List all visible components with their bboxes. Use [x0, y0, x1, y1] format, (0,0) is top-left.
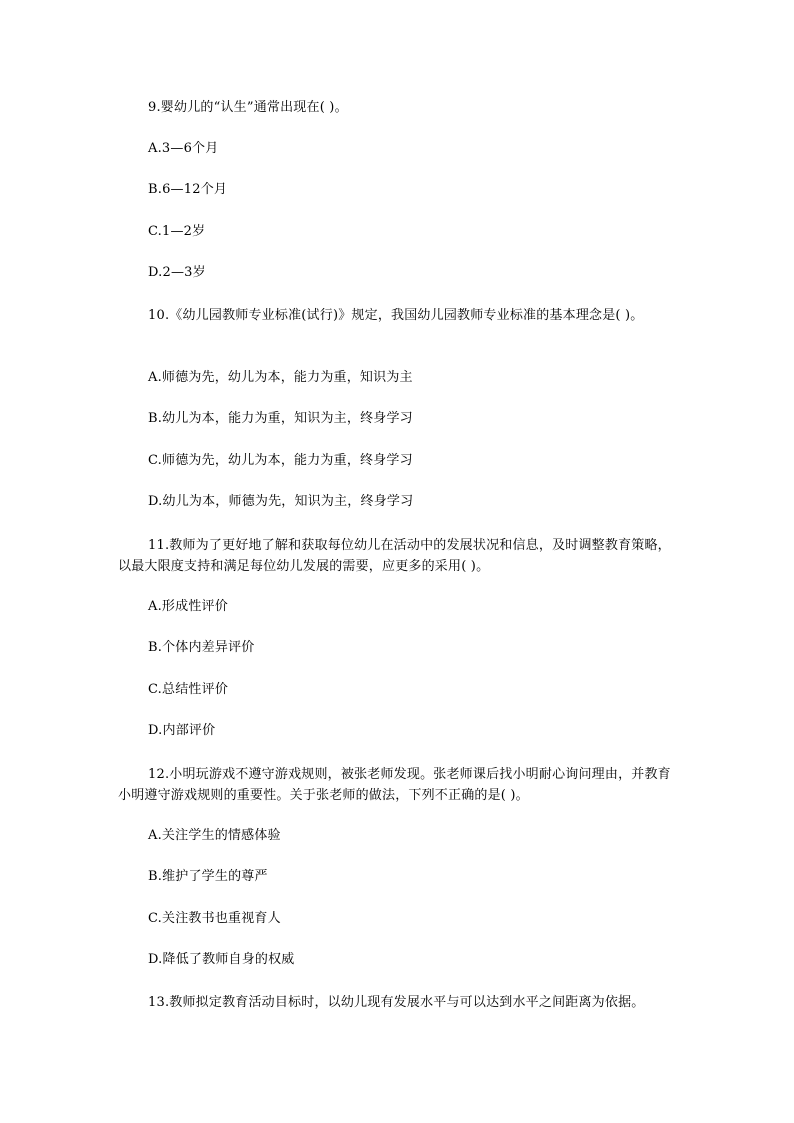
question-12-option-a: A.关注学生的情感体验: [148, 828, 281, 843]
question-10-stem: 10.《幼儿园教师专业标准(试行)》规定，我国幼儿园教师专业标准的基本理念是( )。: [148, 308, 644, 323]
question-12-option-d: D.降低了教师自身的权威: [148, 952, 295, 967]
question-12-option-c: C.关注教书也重视育人: [148, 911, 281, 926]
question-10-option-d: D.幼儿为本，师德为先，知识为主，终身学习: [148, 494, 414, 509]
question-9-option-c: C.1—2岁: [148, 224, 206, 239]
question-9-option-b: B.6—12个月: [148, 182, 228, 197]
question-9-stem: 9.婴幼儿的“认生”通常出现在( )。: [148, 100, 348, 115]
question-9-option-a: A.3—6个月: [148, 141, 219, 156]
question-11-stem: 11.教师为了更好地了解和获取每位幼儿在活动中的发展状况和信息，及时调整教育策略，以最大限度支持和满足每位幼儿发展的需要，应更多的采用( )。: [118, 538, 671, 574]
question-10-option-a: A.师德为先，幼儿为本，能力为重，知识为主: [148, 370, 413, 385]
question-11-option-c: C.总结性评价: [148, 682, 229, 697]
question-13-stem: 13.教师拟定教育活动目标时，以幼儿现有发展水平与可以达到水平之间距离为依据。: [148, 995, 645, 1010]
question-11-option-a: A.形成性评价: [148, 599, 228, 614]
question-12-stem: 12.小明玩游戏不遵守游戏规则，被张老师发现。张老师课后找小明耐心询问理由，并教育小明遵守游戏规则的重要性。关于张老师的做法，下列不正确的是( )。: [118, 767, 671, 803]
question-11-option-d: D.内部评价: [148, 723, 216, 738]
question-9-option-d: D.2—3岁: [148, 265, 206, 280]
question-10-option-c: C.师德为先，幼儿为本，能力为重，终身学习: [148, 453, 413, 468]
question-12-option-b: B.维护了学生的尊严: [148, 869, 268, 884]
question-10-option-b: B.幼儿为本，能力为重，知识为主，终身学习: [148, 411, 413, 426]
question-11-option-b: B.个体内差异评价: [148, 640, 255, 655]
